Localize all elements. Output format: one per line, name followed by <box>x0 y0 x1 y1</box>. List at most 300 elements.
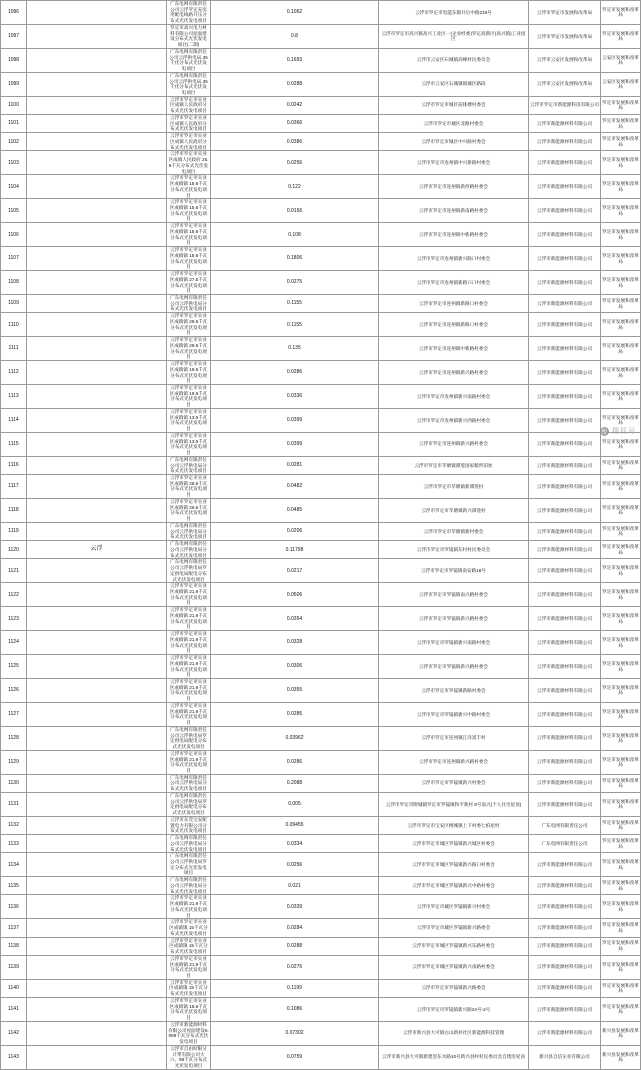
cell-project-unit: 广东电网有限责任公司云浮供电局罗定供电局配电分布式光伏发电项目 <box>167 726 211 750</box>
cell-index: 1135 <box>1 877 27 895</box>
cell-capacity: 0.0306 <box>211 655 379 679</box>
cell-region <box>27 313 167 337</box>
cell-index: 1108 <box>1 271 27 295</box>
table-row <box>1 408 641 432</box>
cell-region <box>27 997 167 1021</box>
cell-filing-org: 云浮市新能源材料有限公司 <box>529 271 601 295</box>
cell-index: 1134 <box>1 853 27 877</box>
table-row <box>1 271 641 295</box>
table-row <box>1 151 641 175</box>
cell-project-unit: 广东电网有限责任公司云浮供电局分布式光伏发电项目 <box>167 522 211 540</box>
table-row <box>1 774 641 792</box>
watermark-label: 搜狐号 <box>612 428 636 435</box>
cell-index: 1099 <box>1 72 27 96</box>
cell-authority: 罗定市发展和改革局 <box>601 877 641 895</box>
cell-authority: 罗定市发展和改革局 <box>601 271 641 295</box>
cell-project-unit: 广东电网有限责任公司云浮供电局分布式光伏发电项目 <box>167 456 211 474</box>
cell-project-unit: 云浮市罗定市实业区成镇镇 18.6千瓦分布式光伏发电项目 <box>167 223 211 247</box>
cell-capacity: 0.0339 <box>211 895 379 919</box>
cell-project-unit: 云浮市罗定市实业区成镇镇 21.9千瓦分布式光伏发电项目 <box>167 955 211 979</box>
cell-filing-org: 云浮市新能源材料有限公司 <box>529 247 601 271</box>
cell-filing-org: 云浮市罗定市发展和改革局 <box>529 1 601 25</box>
cell-project-location: 云浮市新兴县大可镇白山新村社区新能源科技管理 <box>379 1021 529 1045</box>
cell-capacity: 0.0336 <box>211 385 379 409</box>
cell-authority: 罗定市发展和改革局 <box>601 175 641 199</box>
cell-region <box>27 48 167 72</box>
cell-filing-org: 云浮市新能源材料有限公司 <box>529 792 601 816</box>
cell-region <box>27 337 167 361</box>
cell-project-location: 云浮市罗定市连州镇新南路村委会 <box>379 199 529 223</box>
cell-region <box>27 175 167 199</box>
cell-capacity: 0.1155 <box>211 294 379 312</box>
cell-index: 1114 <box>1 408 27 432</box>
cell-capacity: 0.0399 <box>211 408 379 432</box>
cell-filing-org: 云浮市新能源材料有限公司 <box>529 702 601 726</box>
table-row <box>1 1021 641 1045</box>
cell-project-unit: 云浮市罗定市实业区成镇镇 21.9千瓦分布式光伏发电项目 <box>167 895 211 919</box>
table-row <box>1 1045 641 1069</box>
table-row <box>1 655 641 679</box>
cell-authority: 罗定市发展和改革局 <box>601 361 641 385</box>
cell-capacity: 0.005 <box>211 792 379 816</box>
cell-index: 1136 <box>1 895 27 919</box>
cell-capacity: 0.03962 <box>211 726 379 750</box>
cell-project-unit: 广东电网有限责任公司云浮供电局分布式光伏发电项目 <box>167 774 211 792</box>
cell-project-location: 云浮市罗定市城区罗镜镇新兴城区村委会 <box>379 835 529 853</box>
table-row <box>1 223 641 247</box>
cell-authority: 罗定市发展和改革局 <box>601 313 641 337</box>
cell-region <box>27 607 167 631</box>
cell-region <box>27 294 167 312</box>
cell-authority: 罗定市发展和改革局 <box>601 385 641 409</box>
cell-authority: 罗定市发展和改革局 <box>601 955 641 979</box>
cell-project-location: 云浮市罗定市城区罗镜镇新兴路口村委会 <box>379 853 529 877</box>
cell-capacity: 0.0286 <box>211 750 379 774</box>
watermark-icon: 搜 <box>600 427 609 436</box>
cell-authority: 罗定市发展和改革局 <box>601 655 641 679</box>
cell-filing-org: 云浮市新能源材料有限公司 <box>529 631 601 655</box>
cell-project-location: 云浮市罗定市连州镇新兴南路村委会 <box>379 385 529 409</box>
cell-project-location: 云浮市罗定市城区罗镜镇新兴南路村委会 <box>379 955 529 979</box>
cell-authority: 新兴县发展和改革局 <box>601 1021 641 1045</box>
table-row <box>1 750 641 774</box>
cell-project-location: 云浮市罗定市连州镇新兴路村委会 <box>379 432 529 456</box>
cell-index: 1097 <box>1 24 27 48</box>
cell-filing-org: 云浮市新能源材料有限公司 <box>529 199 601 223</box>
cell-filing-org: 云浮市云安区发展和改革局 <box>529 72 601 96</box>
cell-project-unit: 云浮市罗定市实业区成镇镇 21.9千瓦分布式光伏发电项目 <box>167 631 211 655</box>
cell-filing-org: 云浮市云安区发展和改革局 <box>529 48 601 72</box>
cell-region <box>27 408 167 432</box>
cell-region <box>27 1045 167 1069</box>
cell-filing-org: 云浮市新能源材料有限公司 <box>529 583 601 607</box>
cell-index: 1138 <box>1 937 27 955</box>
cell-index: 1140 <box>1 979 27 997</box>
cell-authority: 罗定市发展和改革局 <box>601 541 641 559</box>
cell-capacity: 0.1693 <box>211 48 379 72</box>
cell-project-location: 云浮市罗定市罗镜镇新路村委会 <box>379 678 529 702</box>
cell-index: 1121 <box>1 559 27 583</box>
cell-project-unit: 云浮市罗定市实业区成镇镇 13.6千瓦分布式光伏发电项目 <box>167 408 211 432</box>
cell-project-location: 云浮市云安区石城镇高峰村民委员会 <box>379 48 529 72</box>
cell-project-location: 云浮市罗定市罗镜镇新兴路村委会 <box>379 655 529 679</box>
cell-capacity: 0.0355 <box>211 678 379 702</box>
cell-project-unit: 广东电网有限责任公司云浮供电局分布式光伏发电项目 <box>167 541 211 559</box>
cell-capacity: 0.0334 <box>211 835 379 853</box>
table-row <box>1 937 641 955</box>
cell-project-location: 云浮市罗定市连州镇新路口口村委会 <box>379 271 529 295</box>
cell-index: 1110 <box>1 313 27 337</box>
cell-capacity: 0.122 <box>211 175 379 199</box>
table-row <box>1 895 641 919</box>
cell-capacity: 0.09455 <box>211 816 379 834</box>
cell-index: 1123 <box>1 607 27 631</box>
cell-filing-org: 云浮市新能源材料有限公司 <box>529 385 601 409</box>
cell-index: 1141 <box>1 997 27 1021</box>
cell-capacity: 0.0206 <box>211 522 379 540</box>
cell-authority: 罗定市发展和改革局 <box>601 726 641 750</box>
cell-project-location: 云浮市罗定市宝安区榕城镇上下村委七柏屋村 <box>379 816 529 834</box>
cell-project-unit: 云浮市罗定市实业区成镇镇 15.6千瓦分布式光伏发电项目 <box>167 199 211 223</box>
cell-authority: 罗定市发展和改革局 <box>601 432 641 456</box>
cell-region <box>27 432 167 456</box>
table-row <box>1 313 641 337</box>
cell-capacity: 0.1806 <box>211 247 379 271</box>
cell-authority: 罗定市发展和改革局 <box>601 408 641 432</box>
cell-capacity: 0.2088 <box>211 774 379 792</box>
cell-project-location: 云浮市罗定市罗镜镇南兴路村委会 <box>379 583 529 607</box>
table-row <box>1 24 641 48</box>
cell-project-location: 云浮市罗定市连州镇新兴路村委会 <box>379 750 529 774</box>
cell-project-unit: 云浮市罗定市实业区成镇镇 15千瓦分布式光伏发电项目 <box>167 919 211 937</box>
cell-region <box>27 96 167 114</box>
table-row <box>1 1 641 25</box>
cell-authority: 罗定市发展和改革局 <box>601 133 641 151</box>
cell-project-location: 云浮市云安区石城镇镇城区路段 <box>379 72 529 96</box>
cell-capacity: 0.0256 <box>211 853 379 877</box>
cell-region <box>27 456 167 474</box>
table-row <box>1 294 641 312</box>
table-row <box>1 919 641 937</box>
cell-capacity: 0.135 <box>211 337 379 361</box>
cell-project-unit: 云浮市罗定市实业区成镇镇 21.9千瓦分布式光伏发电项目 <box>167 655 211 679</box>
cell-project-unit: 广东电网有限责任公司云浮供电局分布式光伏发电项目 <box>167 294 211 312</box>
table-row <box>1 175 641 199</box>
cell-project-unit: 云浮市罗定市实业区成镇镇 18.6千瓦分布式光伏发电项目 <box>167 385 211 409</box>
cell-project-unit: 广东电网有限责任公司云浮罗定充电用配电线路升压分布式光伏发电项目 <box>167 1 211 25</box>
cell-filing-org: 云浮市新能源材料有限公司 <box>529 498 601 522</box>
cell-filing-org: 广东电网有限责任公司 <box>529 835 601 853</box>
cell-authority: 罗定市发展和改革局 <box>601 1 641 25</box>
cell-index: 1142 <box>1 1021 27 1045</box>
cell-project-location: 云浮市罗定市罗镜镇南安路18号 <box>379 559 529 583</box>
cell-region <box>27 631 167 655</box>
cell-project-unit: 云浮市罗定市实业区成镇镇 15千瓦分布式光伏发电项目 <box>167 937 211 955</box>
cell-filing-org: 云浮市新能源材料有限公司 <box>529 1021 601 1045</box>
cell-authority: 罗定市发展和改革局 <box>601 631 641 655</box>
cell-project-location: 云浮市罗定市城区罗镜镇新兴东路村委会 <box>379 937 529 955</box>
cell-project-location: 云浮市罗定市苹塘镇新兴潭莲村 <box>379 498 529 522</box>
cell-region <box>27 583 167 607</box>
cell-capacity: 0.0485 <box>211 498 379 522</box>
cell-index: 1111 <box>1 337 27 361</box>
table-row <box>1 997 641 1021</box>
table-row <box>1 559 641 583</box>
cell-capacity: 0.1086 <box>211 997 379 1021</box>
cell-capacity: 0.0281 <box>211 456 379 474</box>
cell-filing-org: 云浮市新能源材料有限公司 <box>529 361 601 385</box>
table-row <box>1 877 641 895</box>
cell-index: 1098 <box>1 48 27 72</box>
cell-project-location: 云浮市罗定市城区中兴路村委会 <box>379 133 529 151</box>
table-row <box>1 583 641 607</box>
table-row <box>1 541 641 559</box>
cell-authority: 罗定市发展和改革局 <box>601 702 641 726</box>
cell-region <box>27 114 167 132</box>
cell-index: 1103 <box>1 151 27 175</box>
cell-project-unit: 云浮市罗定市实业区成镇镇 18.6千瓦分布式光伏发电项目 <box>167 997 211 1021</box>
table-row <box>1 835 641 853</box>
cell-project-unit: 云浮市罗定市实业区成镇镇 21.9千瓦分布式光伏发电项目 <box>167 583 211 607</box>
cell-region <box>27 655 167 679</box>
cell-project-location: 云浮市罗定市连州镇新兴路村委会 <box>379 361 529 385</box>
cell-index: 1096 <box>1 1 27 25</box>
cell-region <box>27 361 167 385</box>
cell-region <box>27 877 167 895</box>
table-row <box>1 816 641 834</box>
cell-capacity: 0.0506 <box>211 583 379 607</box>
cell-region <box>27 919 167 937</box>
cell-project-unit: 广东电网有限责任公司云浮供电局,35千伏分布式光伏发电项目 <box>167 48 211 72</box>
cell-index: 1132 <box>1 816 27 834</box>
cell-filing-org: 云浮市新能源材料有限公司 <box>529 114 601 132</box>
table-row <box>1 337 641 361</box>
cell-project-unit: 云浮市罗定市实业区成镇镇 18.6千瓦分布式光伏发电项目 <box>167 175 211 199</box>
cell-authority: 罗定市发展和改革局 <box>601 151 641 175</box>
cell-project-unit: 云浮市东莞宝安配置电力有限公司分布式光伏发电项目 <box>167 816 211 834</box>
cell-index: 1133 <box>1 835 27 853</box>
table-row <box>1 498 641 522</box>
cell-region <box>27 271 167 295</box>
cell-region <box>27 816 167 834</box>
cell-index: 1120 <box>1 541 27 559</box>
cell-filing-org: 云浮市新能源材料有限公司 <box>529 774 601 792</box>
cell-authority: 新兴县发展和改革局 <box>601 1045 641 1069</box>
cell-filing-org: 云浮市新能源材料有限公司 <box>529 750 601 774</box>
cell-index: 1112 <box>1 361 27 385</box>
cell-filing-org: 云浮市新能源材料有限公司 <box>529 607 601 631</box>
table-row <box>1 133 641 151</box>
cell-project-unit: 云浮市罗定市实业区成镇人民政府 25.6千瓦分布式光伏发电项目 <box>167 151 211 175</box>
cell-authority: 罗定市发展和改革局 <box>601 895 641 919</box>
cell-capacity: 0.0275 <box>211 271 379 295</box>
cell-project-unit: 云浮市罗定市实业区成镇镇 13.6千瓦分布式光伏发电项目 <box>167 432 211 456</box>
cell-region <box>27 835 167 853</box>
cell-project-location: 云浮市罗定市连州镇新兴西路村委会 <box>379 408 529 432</box>
cell-capacity: 0.0217 <box>211 559 379 583</box>
cell-filing-org: 云浮市新能源材料有限公司 <box>529 853 601 877</box>
cell-region <box>27 702 167 726</box>
cell-region <box>27 726 167 750</box>
cell-authority: 云安区发展和改革局 <box>601 72 641 96</box>
cell-capacity: 0.0759 <box>211 1045 379 1069</box>
cell-filing-org: 云浮市新能源材料有限公司 <box>529 175 601 199</box>
cell-project-unit: 云浮市罗定市实业区成镇人民政府分布式光伏发电项目 <box>167 133 211 151</box>
cell-filing-org: 云浮市新能源材料有限公司 <box>529 541 601 559</box>
cell-project-location: 云浮市罗定市罗镜镇新兴路村委会 <box>379 607 529 631</box>
cell-authority: 罗定市发展和改革局 <box>601 498 641 522</box>
table-row <box>1 522 641 540</box>
cell-capacity: 0.1062 <box>211 1 379 25</box>
cell-capacity: 0.108 <box>211 223 379 247</box>
cell-capacity: 0.0256 <box>211 151 379 175</box>
watermark <box>600 426 636 436</box>
cell-region <box>27 979 167 997</box>
cell-index: 1104 <box>1 175 27 199</box>
table-row <box>1 247 641 271</box>
cell-capacity: 0.0242 <box>211 96 379 114</box>
cell-project-unit: 广东电网有限责任公司云浮供电局罗定供电局配电分布式光伏发电项目 <box>167 792 211 816</box>
cell-authority: 罗定市发展和改革局 <box>601 607 641 631</box>
table-body <box>1 1 641 1070</box>
table-row <box>1 96 641 114</box>
cell-authority: 罗定市发展和改革局 <box>601 522 641 540</box>
cell-region <box>27 475 167 499</box>
cell-authority: 罗定市发展和改革局 <box>601 96 641 114</box>
cell-capacity: 0.0354 <box>211 607 379 631</box>
cell-project-unit: 云浮市罗定市实业区成镇人民政府分布式光伏发电项目 <box>167 114 211 132</box>
cell-project-location: 云浮市罗定市罗镜镇新兴南路村委会 <box>379 631 529 655</box>
cell-project-unit: 广东电网有限责任公司云浮供电局,35千伏分布式光伏发电项目 <box>167 72 211 96</box>
cell-project-location: 云浮市新兴县大可镇新建里东水路10号新兴县村村民委员会自建房屋顶 <box>379 1045 529 1069</box>
cell-region <box>27 792 167 816</box>
cell-filing-org: 广东电网有限责任公司 <box>529 816 601 834</box>
cell-authority: 罗定市发展和改革局 <box>601 559 641 583</box>
cell-authority: 罗定市发展和改革局 <box>601 835 641 853</box>
cell-authority: 罗定市发展和改革局 <box>601 750 641 774</box>
cell-project-unit: 罗定市高兴电力材料有限公司屋面建设分布式光伏发电项目(二期) <box>167 24 211 48</box>
cell-project-location: 云浮市罗定市城区前排楼村委会 <box>379 96 529 114</box>
cell-project-unit: 云浮市罗定市实业区成镇镇 28.6千瓦分布式光伏发电项目 <box>167 337 211 361</box>
table-row <box>1 792 641 816</box>
cell-project-location: 云浮市罗定市罗镜镇新兴中路村委会 <box>379 702 529 726</box>
table-row <box>1 607 641 631</box>
cell-index: 1115 <box>1 432 27 456</box>
cell-filing-org: 云浮市新能源材料有限公司 <box>529 955 601 979</box>
cell-filing-org: 云浮市新能源材料有限公司 <box>529 522 601 540</box>
cell-filing-org: 云浮市罗定市发展和改革局 <box>529 24 601 48</box>
cell-region <box>27 895 167 919</box>
cell-filing-org: 云浮市新能源材料有限公司 <box>529 475 601 499</box>
cell-project-location: 云浮市罗定市电能东镇开后中路219号 <box>379 1 529 25</box>
cell-index: 1119 <box>1 522 27 540</box>
cell-filing-org: 新兴县自信实业有限公司 <box>529 1045 601 1069</box>
cell-project-unit: 云浮市罗定市实业区成镇镇 18.6千瓦分布式光伏发电项目 <box>167 361 211 385</box>
cell-project-unit: 云浮市罗定市实业区成镇镇 15千瓦分布式光伏发电项目 <box>167 979 211 997</box>
cell-filing-org: 云浮市新能源材料有限公司 <box>529 408 601 432</box>
cell-index: 1122 <box>1 583 27 607</box>
cell-project-location: 云浮市罗定市连州镇中新路村委会 <box>379 223 529 247</box>
cell-authority: 罗定市发展和改革局 <box>601 919 641 937</box>
cell-index: 1101 <box>1 114 27 132</box>
cell-region <box>27 955 167 979</box>
cell-index: 1106 <box>1 223 27 247</box>
cell-region <box>27 853 167 877</box>
cell-filing-org: 云浮市新能源材料有限公司 <box>529 294 601 312</box>
cell-index: 1130 <box>1 774 27 792</box>
cell-filing-org: 云浮市新能源材料有限公司 <box>529 919 601 937</box>
cell-region <box>27 774 167 792</box>
cell-filing-org: 云浮市新能源材料有限公司 <box>529 151 601 175</box>
cell-capacity: 0.8 <box>211 24 379 48</box>
table-row <box>1 72 641 96</box>
cell-authority: 罗定市发展和改革局 <box>601 937 641 955</box>
cell-project-location: 云浮市罗定市罗镜镇东村村民委员会 <box>379 541 529 559</box>
cell-project-unit: 广东电网有限责任公司云浮供电局罗定供电局配电分布式光伏发电项目 <box>167 559 211 583</box>
cell-region <box>27 385 167 409</box>
cell-authority: 罗定市发展和改革局 <box>601 979 641 997</box>
cell-capacity: 0.11798 <box>211 541 379 559</box>
cell-region <box>27 559 167 583</box>
cell-project-unit: 云浮市罗定市实业区成镇人民政府分布式光伏发电项目 <box>167 96 211 114</box>
cell-capacity: 0.021 <box>211 877 379 895</box>
cell-project-unit: 云浮市罗定市实业区成镇镇 21.9千瓦分布式光伏发电项目 <box>167 702 211 726</box>
cell-filing-org: 云浮市新能源材料有限公司 <box>529 726 601 750</box>
cell-project-location: 云浮市罗定市苹塘镇新村委会 <box>379 522 529 540</box>
cell-region <box>27 678 167 702</box>
cell-filing-org: 云浮市新能源材料有限公司 <box>529 456 601 474</box>
cell-filing-org: 云浮市新能源材料有限公司 <box>529 655 601 679</box>
cell-project-location: 云浮市罗定市罗镜镇新兴村委会 <box>379 774 529 792</box>
cell-index: 1143 <box>1 1045 27 1069</box>
cell-authority: 罗定市发展和改革局 <box>601 583 641 607</box>
cell-authority: 罗定市发展和改革局 <box>601 24 641 48</box>
table-row <box>1 432 641 456</box>
cell-region <box>27 937 167 955</box>
cell-region <box>27 223 167 247</box>
cell-authority: 罗定市发展和改革局 <box>601 247 641 271</box>
cell-project-location: 云浮市罗定市连州镇江洋富丰村 <box>379 726 529 750</box>
cell-region <box>27 522 167 540</box>
cell-project-unit: 云浮市罗定市实业区成镇镇 21.9千瓦分布式光伏发电项目 <box>167 750 211 774</box>
cell-project-location: 云浮市罗定市连州镇新西路村委会 <box>379 175 529 199</box>
cell-filing-org: 云浮市新能源材料有限公司 <box>529 979 601 997</box>
cell-index: 1113 <box>1 385 27 409</box>
cell-project-location: 云浮市罗定市苹塘镇潭莲国家粮所旧址 <box>379 456 529 474</box>
cell-authority: 云安区发展和改革局 <box>601 48 641 72</box>
cell-region <box>27 247 167 271</box>
table-row <box>1 385 641 409</box>
cell-index: 1131 <box>1 792 27 816</box>
cell-authority: 罗定市发展和改革局 <box>601 199 641 223</box>
cell-project-unit: 云浮市罗定市实业区成镇镇 28.6千瓦分布式光伏发电项目 <box>167 475 211 499</box>
cell-project-location: 云浮市罗定市连州镇新兴路口村委会 <box>379 247 529 271</box>
cell-region <box>27 750 167 774</box>
cell-capacity: 0.0366 <box>211 114 379 132</box>
cell-index: 1124 <box>1 631 27 655</box>
cell-region: 云浮 <box>27 541 167 559</box>
cell-project-unit: 广东电网有限责任公司云浮供电局分布式光伏发电项目 <box>167 877 211 895</box>
cell-authority: 罗定市发展和改革局 <box>601 678 641 702</box>
cell-filing-org: 云浮市新能源材料有限公司 <box>529 133 601 151</box>
cell-project-location: 云浮市罗定市城区罗镜镇新兴路委会 <box>379 919 529 937</box>
cell-project-location: 云浮市罗定市附城镇罗定市罗镜镇和平新村 8号南兴(个人住宅屋顶) <box>379 792 529 816</box>
cell-project-unit: 云浮市罗定市实业区成镇镇 18.6千瓦分布式光伏发电项目 <box>167 247 211 271</box>
cell-authority: 罗定市发展和改革局 <box>601 774 641 792</box>
cell-project-unit: 广东电网有限责任公司云浮供电局罗定分布式光伏发电项目 <box>167 853 211 877</box>
table-row <box>1 853 641 877</box>
cell-authority: 罗定市发展和改革局 <box>601 792 641 816</box>
